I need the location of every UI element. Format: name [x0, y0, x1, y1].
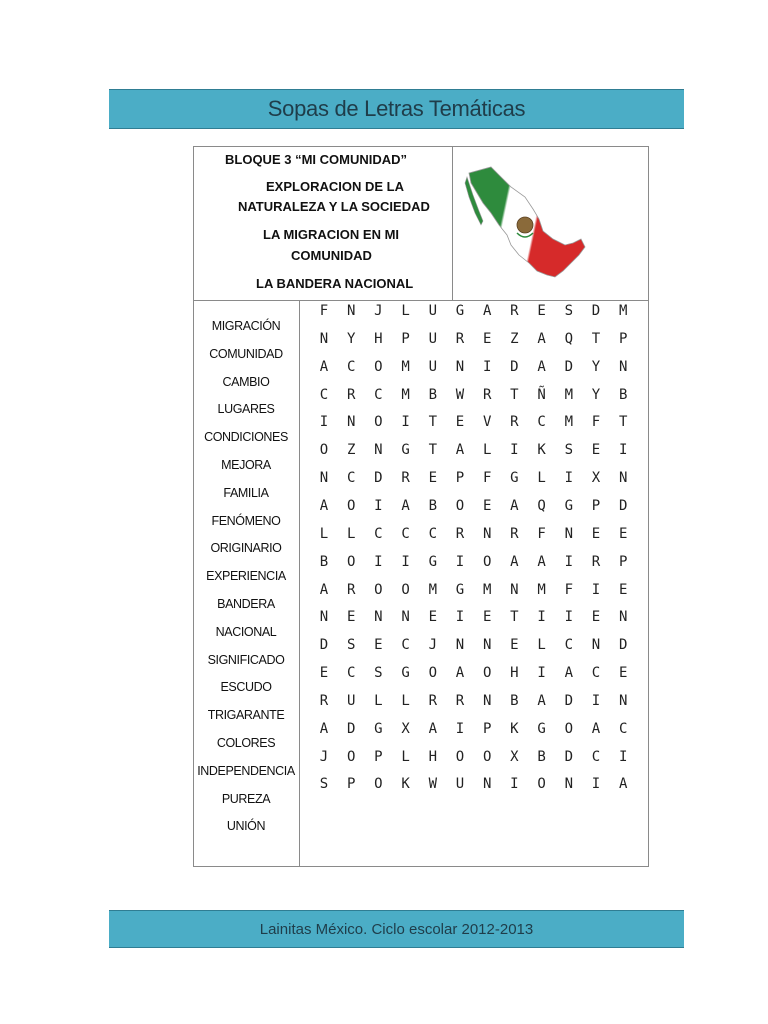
grid-letter: X: [401, 720, 410, 737]
grid-letter: G: [428, 553, 438, 570]
grid-letter: E: [618, 581, 628, 598]
word-item: NACIONAL: [215, 624, 277, 639]
grid-letter: G: [401, 665, 410, 682]
grid-letter: U: [346, 692, 356, 709]
letter-grid: [300, 301, 648, 866]
grid-letter: N: [618, 470, 628, 487]
grid-letter: B: [537, 748, 546, 765]
grid-letter: P: [374, 748, 383, 765]
grid-letter: N: [319, 330, 329, 347]
grid-letter: E: [510, 637, 519, 654]
grid-letter: O: [374, 776, 383, 793]
grid-letter: N: [618, 358, 628, 375]
grid-letter: O: [537, 776, 546, 793]
grid-letter: K: [537, 442, 546, 459]
grid-letter: R: [428, 692, 438, 709]
grid-letter: D: [564, 692, 574, 709]
grid-letter: I: [319, 414, 329, 431]
grid-letter: L: [401, 303, 410, 319]
grid-letter: N: [319, 609, 329, 626]
grid-letter: P: [401, 330, 410, 347]
grid-letter: D: [510, 358, 519, 375]
grid-letter: I: [591, 776, 601, 793]
grid-letter: O: [482, 748, 492, 765]
footer-text: Lainitas México. Ciclo escolar 2012-2013: [259, 920, 534, 938]
grid-letter: N: [455, 358, 465, 375]
grid-letter: Y: [591, 358, 601, 375]
grid-letter: G: [537, 720, 546, 737]
grid-letter: R: [401, 470, 410, 487]
grid-letter: O: [428, 665, 438, 682]
block-line-3: NATURALEZA Y LA SOCIEDAD: [238, 199, 430, 214]
grid-letter: I: [537, 609, 546, 626]
grid-letter: U: [428, 358, 438, 375]
grid-letter: N: [482, 637, 492, 654]
grid-letter: O: [319, 442, 329, 459]
grid-letter: O: [374, 581, 383, 598]
grid-letter: O: [482, 553, 492, 570]
grid-letter: B: [618, 386, 628, 403]
grid-letter: I: [374, 497, 383, 514]
grid-letter: E: [428, 609, 438, 626]
grid-letter: S: [564, 303, 574, 319]
grid-letter: R: [510, 525, 519, 542]
grid-letter: J: [428, 637, 438, 654]
block-line-6: LA BANDERA NACIONAL: [256, 276, 414, 291]
grid-letter: C: [618, 720, 628, 737]
grid-letter: I: [618, 442, 628, 459]
grid-letter: E: [618, 665, 628, 682]
grid-letter: M: [428, 581, 438, 598]
grid-letter: U: [428, 303, 438, 319]
grid-letter: G: [455, 303, 465, 319]
word-item: COLORES: [216, 736, 276, 750]
grid-letter: A: [482, 303, 492, 319]
grid-letter: N: [564, 525, 574, 542]
grid-letter: A: [591, 720, 601, 737]
block-line-2: EXPLORACION DE LA: [266, 179, 404, 194]
grid-letter: B: [319, 553, 329, 570]
grid-letter: C: [591, 665, 601, 682]
grid-letter: P: [618, 330, 628, 347]
grid-letter: A: [455, 442, 465, 459]
mexico-flag-map-icon: [453, 147, 648, 301]
grid-letter: W: [428, 776, 438, 793]
grid-letter: O: [346, 553, 356, 570]
grid-letter: E: [346, 609, 356, 626]
grid-letter: T: [618, 414, 628, 431]
grid-letter: A: [537, 553, 546, 570]
grid-letter: I: [455, 553, 465, 570]
grid-letter: C: [319, 386, 329, 403]
grid-letter: N: [618, 609, 628, 626]
word-item: BANDERA: [217, 597, 275, 611]
grid-letter: Z: [510, 330, 519, 347]
grid-letter: N: [346, 303, 356, 319]
grid-letter: N: [374, 609, 383, 626]
grid-letter: C: [591, 748, 601, 765]
grid-letter: O: [455, 497, 465, 514]
flag-map-cell: [453, 147, 648, 301]
word-item: FENÓMENO: [211, 513, 281, 528]
grid-letter: W: [455, 386, 465, 403]
grid-letter: I: [564, 609, 574, 626]
grid-letter: I: [401, 414, 410, 431]
grid-letter: Q: [564, 330, 574, 347]
grid-letter: F: [591, 414, 601, 431]
grid-letter: D: [319, 637, 329, 654]
grid-letter: D: [374, 470, 383, 487]
grid-letter: C: [428, 525, 438, 542]
grid-letter: D: [346, 720, 356, 737]
word-item: SIGNIFICADO: [207, 652, 285, 667]
grid-letter: U: [455, 776, 465, 793]
grid-letter: C: [374, 386, 383, 403]
grid-letter: S: [319, 776, 329, 793]
grid-letter: R: [482, 386, 492, 403]
word-item: PUREZA: [221, 791, 271, 806]
grid-letter: O: [374, 414, 383, 431]
grid-letter: I: [510, 776, 519, 793]
grid-letter: I: [455, 720, 465, 737]
grid-letter: R: [455, 525, 465, 542]
grid-letter: T: [510, 386, 519, 403]
grid-letter: N: [319, 470, 329, 487]
grid-letter: I: [591, 581, 601, 598]
grid-letter: L: [401, 748, 410, 765]
grid-letter: J: [374, 303, 383, 319]
word-item: ORIGINARIO: [210, 541, 282, 556]
grid-letter: D: [618, 497, 628, 514]
grid-letter: N: [510, 581, 519, 598]
grid-letter: N: [564, 776, 574, 793]
grid-letter: R: [455, 330, 465, 347]
footer-banner: [109, 910, 684, 948]
word-item: EXPERIENCIA: [206, 569, 286, 584]
grid-letter: L: [346, 525, 356, 542]
grid-letter: I: [374, 553, 383, 570]
grid-letter: Y: [346, 330, 356, 347]
word-item: FAMILIA: [223, 485, 269, 500]
grid-letter: P: [455, 470, 465, 487]
grid-letter: Ñ: [537, 386, 546, 403]
grid-letter: T: [510, 609, 519, 626]
grid-letter: F: [537, 525, 546, 542]
word-list: [194, 301, 300, 866]
grid-letter: O: [346, 497, 356, 514]
grid-letter: A: [510, 497, 519, 514]
grid-letter: N: [618, 692, 628, 709]
grid-letter: A: [510, 553, 519, 570]
grid-letter: C: [401, 637, 410, 654]
grid-letter: M: [537, 581, 546, 598]
grid-letter: A: [319, 720, 329, 737]
grid-letter: N: [482, 692, 492, 709]
grid-letter: M: [401, 358, 410, 375]
grid-letter: R: [346, 581, 356, 598]
grid-letter: L: [537, 470, 546, 487]
grid-letter: A: [537, 358, 546, 375]
grid-letter: T: [591, 330, 601, 347]
grid-letter: G: [564, 497, 574, 514]
grid-letter: I: [401, 553, 410, 570]
grid-letter: E: [591, 442, 601, 459]
grid-letter: E: [319, 665, 329, 682]
grid-letter: N: [401, 609, 410, 626]
grid-letter: G: [401, 442, 410, 459]
grid-letter: N: [591, 637, 601, 654]
grid-letter: Y: [591, 386, 601, 403]
word-item: TRIGARANTE: [207, 708, 285, 723]
word-item: LUGARES: [217, 402, 275, 417]
grid-letter: I: [510, 442, 519, 459]
grid-letter: R: [346, 386, 356, 403]
grid-letter: T: [428, 414, 438, 431]
grid-letter: E: [455, 414, 465, 431]
grid-letter: A: [319, 358, 329, 375]
grid-letter: P: [618, 553, 628, 570]
grid-letter: X: [510, 748, 519, 765]
grid-letter: K: [510, 720, 519, 737]
grid-letter: E: [537, 303, 546, 319]
grid-letter: H: [374, 330, 383, 347]
grid-letter: N: [482, 525, 492, 542]
grid-letter: I: [482, 358, 492, 375]
grid-letter: N: [482, 776, 492, 793]
grid-letter: I: [564, 470, 574, 487]
grid-letter: M: [564, 386, 574, 403]
grid-letter: S: [564, 442, 574, 459]
grid-letter: O: [564, 720, 574, 737]
grid-letter: G: [510, 470, 519, 487]
word-item: UNIÓN: [226, 819, 266, 834]
grid-letter: A: [319, 497, 329, 514]
grid-letter: F: [319, 303, 329, 319]
grid-letter: L: [374, 692, 383, 709]
grid-letter: F: [482, 470, 492, 487]
grid-letter: N: [374, 442, 383, 459]
grid-letter: H: [428, 748, 438, 765]
grid-letter: E: [618, 525, 628, 542]
word-search-sheet: [193, 146, 649, 867]
block-line-4: LA MIGRACION EN MI: [263, 227, 400, 242]
grid-letter: Q: [537, 497, 546, 514]
grid-letter: L: [401, 692, 410, 709]
grid-letter: S: [346, 637, 356, 654]
grid-letter: C: [346, 470, 356, 487]
grid-letter: E: [482, 497, 492, 514]
grid-letter: E: [482, 330, 492, 347]
grid-letter: J: [319, 748, 329, 765]
grid-letter: U: [428, 330, 438, 347]
block-description: [194, 147, 453, 301]
grid-letter: M: [564, 414, 574, 431]
word-item: CAMBIO: [222, 374, 270, 389]
grid-letter: P: [482, 720, 492, 737]
grid-letter: D: [618, 637, 628, 654]
grid-letter: D: [591, 303, 601, 319]
grid-letter: R: [319, 692, 329, 709]
grid-letter: I: [618, 748, 628, 765]
grid-letter: M: [618, 303, 628, 319]
grid-letter: B: [428, 386, 438, 403]
grid-letter: C: [346, 358, 356, 375]
grid-letter: E: [591, 609, 601, 626]
grid-letter: T: [428, 442, 438, 459]
grid-letter: G: [455, 581, 465, 598]
block-line-1: BLOQUE 3 “MI COMUNIDAD”: [225, 152, 407, 167]
grid-letter: A: [564, 665, 574, 682]
grid-letter: C: [401, 525, 410, 542]
grid-letter: F: [564, 581, 574, 598]
grid-letter: P: [591, 497, 601, 514]
grid-letter: A: [537, 330, 546, 347]
grid-letter: E: [482, 609, 492, 626]
word-item: MIGRACIÓN: [211, 319, 281, 333]
grid-letter: I: [455, 609, 465, 626]
grid-letter: Z: [346, 442, 356, 459]
grid-letter: E: [374, 637, 383, 654]
grid-letter: L: [319, 525, 329, 542]
word-item: COMUNIDAD: [209, 346, 283, 361]
grid-letter: M: [482, 581, 492, 598]
block-line-5: COMUNIDAD: [291, 248, 372, 263]
grid-letter: D: [564, 358, 574, 375]
word-item: MEJORA: [221, 458, 271, 472]
grid-letter: X: [591, 470, 601, 487]
grid-letter: V: [482, 414, 492, 431]
grid-letter: A: [319, 581, 329, 598]
grid-letter: O: [374, 358, 383, 375]
grid-letter: I: [591, 692, 601, 709]
grid-letter: P: [346, 776, 356, 793]
grid-letter: R: [510, 414, 519, 431]
word-item: CONDICIONES: [204, 430, 288, 445]
grid-letter: C: [374, 525, 383, 542]
grid-letter: I: [564, 553, 574, 570]
grid-letter: O: [346, 748, 356, 765]
grid-letter: M: [401, 386, 410, 403]
grid-letter: L: [537, 637, 546, 654]
grid-letter: R: [591, 553, 601, 570]
grid-letter: N: [346, 414, 356, 431]
grid-letter: B: [428, 497, 438, 514]
grid-letter: G: [374, 720, 383, 737]
grid-letter: E: [428, 470, 438, 487]
grid-letter: S: [374, 665, 383, 682]
grid-letter: I: [537, 665, 546, 682]
grid-letter: C: [564, 637, 574, 654]
grid-letter: H: [510, 665, 519, 682]
word-item: INDEPENDENCIA: [197, 763, 295, 778]
grid-letter: R: [455, 692, 465, 709]
grid-letter: K: [401, 776, 410, 793]
grid-letter: O: [401, 581, 410, 598]
grid-letter: O: [455, 748, 465, 765]
grid-letter: R: [510, 303, 519, 319]
page-title: Sopas de Letras Temáticas: [267, 96, 526, 121]
grid-letter: C: [537, 414, 546, 431]
word-item: ESCUDO: [220, 680, 272, 695]
grid-letter: A: [455, 665, 465, 682]
grid-letter: E: [591, 525, 601, 542]
grid-letter: N: [455, 637, 465, 654]
grid-letter: A: [428, 720, 438, 737]
grid-letter: L: [482, 442, 492, 459]
grid-letter: A: [618, 776, 628, 793]
grid-letter: A: [537, 692, 546, 709]
grid-letter: C: [346, 665, 356, 682]
grid-letter: B: [510, 692, 519, 709]
grid-letter: D: [564, 748, 574, 765]
grid-letter: O: [482, 665, 492, 682]
grid-letter: A: [401, 497, 410, 514]
header-banner: [109, 89, 684, 129]
